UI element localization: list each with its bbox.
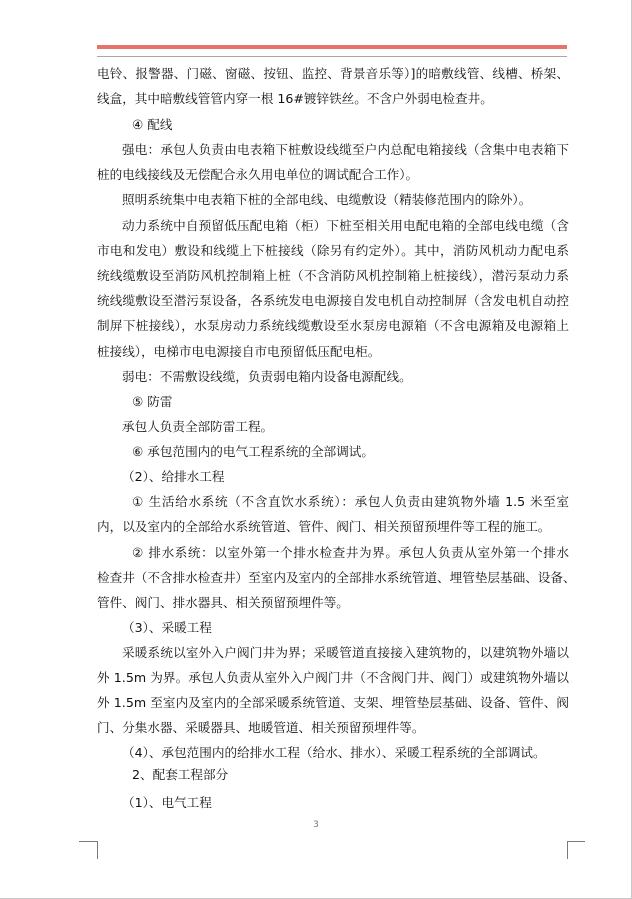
crop-mark-bottom-right (567, 841, 585, 842)
text-line: 桩的电线接线及无偿配合永久用电单位的调试配合工作）。 (97, 167, 419, 182)
section-heading: ⑥ 承包范围内的电气工程系统的全部调试。 (132, 444, 374, 459)
text-line: 外 1.5m 为界。承包人负责从室外入户阀门井（不含阀门井、阀门）或建筑物外墙以 (97, 670, 569, 685)
text-line: 内，以及室内的全部给水系统管道、管件、阀门、相关预留预埋件等工程的施工。 (97, 519, 551, 534)
text-line: （4）、承包范围内的给排水工程（给水、排水）、采暖工程系统的全部调试。 (122, 745, 546, 760)
section-heading: （2）、给排水工程 (122, 469, 225, 484)
text-line: 检查井（不含排水检查井）至室内及室内的全部排水系统管道、埋管垫层基础、设备、 (97, 570, 576, 585)
text-line: 外 1.5m 至室内及室内的全部采暖系统管道、支架、埋管垫层基础、设备、管件、阀 (97, 695, 569, 710)
text-line: 动力系统中自预留低压配电箱（柜）下桩至相关用电配电箱的全部电线电缆（含 (122, 218, 569, 233)
text-line: 电铃、报警器、门磁、窗磁、按钮、监控、背景音乐等）]的暗敷线管、线槽、桥架、 (97, 66, 569, 81)
text-line: 门、分集水器、采暖器具、地暖管道、相关预留预埋件等。 (97, 720, 425, 735)
text-line: ② 排水系统：以室外第一个排水检查井为界。承包人负责从室外第一个排水 (132, 545, 569, 560)
header-accent-bar (97, 45, 567, 49)
text-line: 统线缆敷设至消防风机控制箱上桩（不含消防风机控制箱上桩接线），潜污泵动力系 (97, 268, 569, 283)
text-line: 管件、阀门、排水器具、相关预留预埋件等。 (97, 595, 349, 610)
text-line: 制屏下桩接线），水泵房动力系统线缆敷设至水泵房电源箱（不含电源箱及电源箱上 (97, 318, 569, 333)
page-number: 3 (313, 820, 319, 830)
section-heading: ④ 配线 (132, 117, 173, 132)
text-line: 承包人负责全部防雷工程。 (122, 419, 274, 434)
section-heading: 2、配套工程部分 (132, 767, 229, 782)
crop-mark-bottom-right (567, 841, 568, 859)
text-line: 市电和发电）敷设和线缆上下桩接线（除另有约定外）。其中，消防风机动力配电系 (97, 243, 569, 258)
text-line: 强电：承包人负责由电表箱下桩敷设线缆至户内总配电箱接线（含集中电表箱下 (122, 142, 569, 157)
section-heading: （3）、采暖工程 (122, 620, 212, 635)
text-line: ① 生活给水系统（不含直饮水系统）：承包人负责由建筑物外墙 1.5 米至室 (132, 494, 569, 509)
text-line: 照明系统集中电表箱下桩的全部电线、电缆敷设（精装修范围内的除外）。 (122, 192, 532, 207)
text-line: 桩接线），电梯市电电源接自市电预留低压配电柜。 (97, 344, 381, 359)
text-line: 采暖系统以室外入户阀门井为界；采暖管道直接接入建筑物的，以建筑物外墙以 (122, 645, 569, 660)
section-heading: ⑤ 防雷 (132, 394, 173, 409)
crop-mark-bottom-left (79, 841, 97, 842)
text-line: 弱电：不需敷设线缆，负责弱电箱内设备电源配线。 (122, 369, 412, 384)
section-heading: （1）、电气工程 (122, 795, 212, 810)
text-line: 统线缆敷设至潜污泵设备，各系统发电电源接自发电机自动控制屏（含发电机自动控 (97, 293, 569, 308)
crop-mark-bottom-left (97, 841, 98, 859)
header-rule (97, 56, 567, 57)
text-line: 线盒，其中暗敷线管管内穿一根 16#镀锌铁丝。不含户外弱电检查井。 (97, 91, 493, 106)
